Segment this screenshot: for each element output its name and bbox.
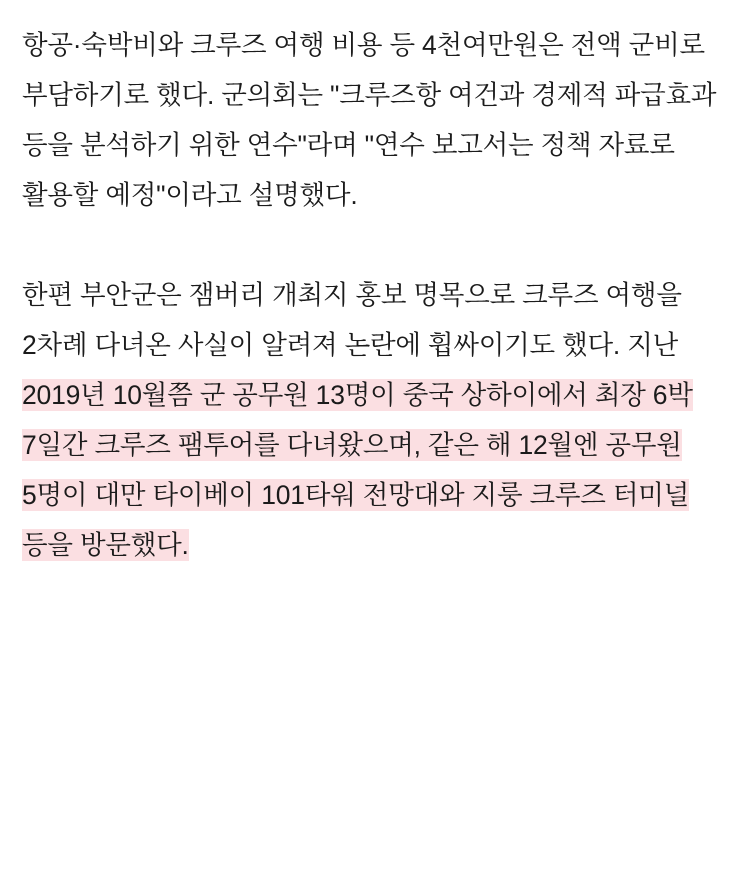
- paragraph-1: [22, 20, 727, 220]
- paragraph-1-text: 항공·숙박비와 크루즈 여행 비용 등 4천여만원은 전액 군비로 부담하기로 했다. 군의회는 "크루즈항 여건과 경제적 파급효과 등을 분석하기 위한 연수"라며 "연수 보고서는 정책 자료로 활용할 예정"이라고 설명했다.: [22, 30, 717, 210]
- paragraph-2-text-highlighted: 2019년 10월쯤 군 공무원 13명이 중국 상하이에서 최장 6박 7일간 크루즈 팸투어를 다녀왔으며, 같은 해 12월엔 공무원 5명이 대만 타이베이 101타워 전망대와 지룽 크루즈 터미널 등을 방문했다.: [22, 380, 693, 560]
- paragraph-2-text-plain: 한편 부안군은 잼버리 개최지 홍보 명목으로 크루즈 여행을 2차례 다녀온 사실이 알려져 논란에 휩싸이기도 했다. 지난: [22, 280, 682, 360]
- paragraph-2: [22, 270, 727, 570]
